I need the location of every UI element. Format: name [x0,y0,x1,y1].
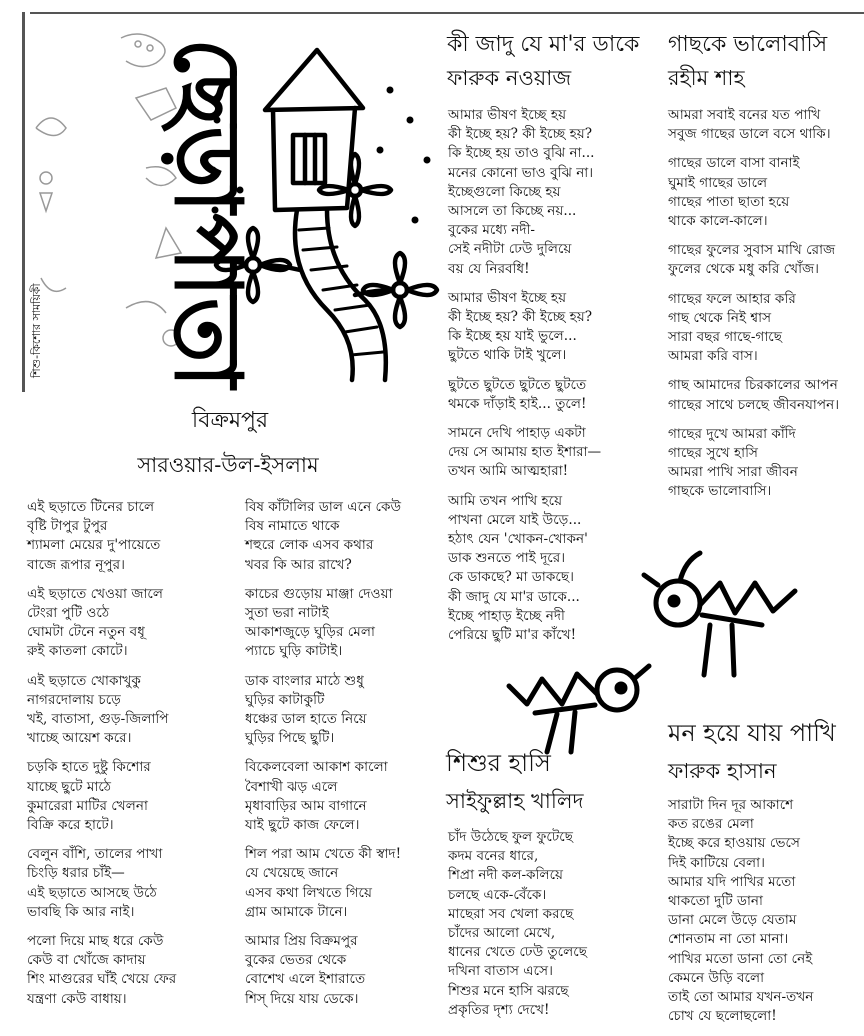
poem-author-mon-hoye: ফারুক হাসান [668,759,777,783]
poem-line: চিংড়ি ধরার চাঁই— [27,865,125,882]
stanza [27,758,232,835]
poem-column-bikrampur-2 [245,498,435,1019]
poem-line: আসলে তা কিচ্ছে নয়... [448,203,577,220]
stanza [245,845,435,922]
poem-line: তখন আমি আত্মহারা! [448,463,569,480]
poem-line: এই ছড়াতে আসছে উঠে [27,884,157,901]
poem-line: থাকতো দুটি ডানা [668,893,763,910]
stanza [27,498,232,575]
poem-title-shishur-hasi: শিশুর হাসি [446,749,551,777]
poem-line: আকাশজুড়ে ঘুড়ির মেলা [245,624,375,641]
poem-line: গাছ আমাদের চিরকালের আপন [668,377,838,394]
poem-line: প্রকৃতির দৃশ্য দেখে! [448,1001,550,1018]
poem-line: গাছের পাতা ছাতা হয়ে [668,193,790,210]
poem-line: ইচ্ছে পাহাড় ইচ্ছে নদী [448,607,565,624]
stanza [27,672,232,749]
poem-line: কী ইচ্ছে হয়? কী ইচ্ছে হয়? [448,126,593,143]
poem-column-bikrampur-1 [27,498,232,1019]
poem-line: মৃধাবাড়ির আম বাগানে [245,797,367,814]
masthead-logo: ছেড়াপাতা [154,38,261,409]
poem-line: কী জাদু যে মা'র ডাকে... [448,588,580,605]
poem-line: বাজে রূপার নূপুর। [27,556,125,573]
poem-line: আমরা পাখি সারা জীবন [668,464,798,481]
poem-line: কি ইচ্ছে হয় তাও বুঝি না... [448,145,595,162]
poem-line: গাছকে ভালোবাসি। [668,483,772,500]
poem-line: পলো দিয়ে মাছ ধরে কেউ [27,933,164,950]
stanza [245,672,435,749]
stanza [27,845,232,922]
poem-line: বৃষ্টি টাপুর টুপুর [27,518,108,535]
poem-line: শিং মাগুরের ঘাঁই খেয়ে ফের [27,971,177,988]
poem-line: বৈশাখী ঝড় এলে [245,778,338,795]
poem-line: কত রঙের মেলা [668,816,754,833]
poem-line: আমি তখন পাখি হয়ে [448,492,563,509]
poem-line: দেয় সে আমায় হাত ইশারা— [448,444,602,461]
poem-line: এই ছড়াতে টিনের চালে [27,499,155,515]
poem-line: খই, বাতাসা, গুড়-জিলাপি [27,711,169,728]
stanza [245,498,435,575]
poem-line: এসব কথা লিখতে গিয়ে [245,884,372,901]
poem-line: কী ইচ্ছে হয়? কী ইচ্ছে হয়? [448,309,593,326]
stanza [448,376,653,414]
poem-line: আমার ভীষণ ইচ্ছে হয় [448,289,567,306]
poem-line: শিপ্রা নদী কল-কলিয়ে [448,867,564,884]
poem-line: গাছ থেকে নিই শ্বাস [668,309,772,326]
poem-line: সারা বছর গাছে-গাছে [668,329,782,346]
poem-line: গাছের সুখে হাসি [668,445,758,462]
poem-line: আমার প্রিয় বিক্রমপুর [245,933,358,950]
poem-author-bikrampur: সারওয়ার-উল-ইসলাম [137,453,319,477]
poem-line: থমকে দাঁড়াই হাই... তুলে! [448,395,587,412]
poem-line: ছুটতে থাকি টাই খুলে। [448,347,567,364]
poem-line: চড়কি হাতে দুষ্টু কিশোর [27,759,151,776]
poem-line: টেংরা পুটি ওঠে [27,605,110,622]
poem-line: বুকের মধ্যে নদী- [448,222,535,239]
poem-line: বয় যে নিরবধি! [448,260,530,277]
poem-title-bikrampur: বিক্রমপুর [191,408,269,433]
stanza [448,106,653,279]
poem-line: চলছে একে-বেঁকে। [448,886,547,903]
poem-line: ইচ্ছে করে হাওয়ায় ভেসে [668,835,800,852]
poem-line: সেই নদীটা ঢেউ দুলিয়ে [448,241,572,258]
poem-body-shishur-hasi [448,828,648,1030]
poem-line: আমরা সবাই বনের যত পাখি [668,107,821,123]
poem-line: বিক্রি করে হাটে। [27,817,114,834]
poem-line: গ্রাম আমাকে টানে। [245,903,348,920]
stanza [448,424,653,482]
poem-line: পাখনা মেলে যাই উড়ে... [448,511,582,528]
poem-line: ধানের খেতে ঢেউ তুলেছে [448,944,587,961]
poem-line: সুতা ভরা নাটাই [245,605,329,622]
poem-line: ডানা মেলে উড়ে যেতাম [668,912,797,929]
poem-line: থাকে কালে-কালে। [668,213,768,230]
poem-line: গাছের সাথে চলছে জীবনযাপন। [668,396,840,413]
poem-line: যন্ত্রণা কেউ বাধায়। [27,990,127,1007]
poem-line: ভাবছি কি আর নাই। [27,903,135,920]
masthead [26,18,261,409]
poem-line: চাঁদের আলো মেখে, [448,925,556,942]
poem-line: গাছের ডালে বাসা বানাই [668,155,800,172]
poem-title-mon-hoye: মন হয়ে যায় পাখি [668,719,836,747]
poem-line: আমার ভীষণ ইচ্ছে হয় [448,107,567,123]
poem-author-ki-jadu: ফারুক নওয়াজ [447,66,572,90]
stanza [245,932,435,1009]
stanza [448,492,653,646]
flower-left [216,228,300,302]
poem-line: শিস্ দিয়ে যায় ডেকে। [245,990,359,1007]
stanza [27,585,232,662]
frame-top-rule [30,12,864,14]
masthead-tagline: শিশু-কিশোর সাময়িকী [30,283,43,378]
stanza [668,106,860,144]
poem-line: শিল পরা আম খেতে কী স্বাদ! [245,846,402,863]
poem-line: হঠাৎ যেন 'খোকন-খোকন' [448,531,588,548]
stanza [245,758,435,835]
stanza [668,290,860,367]
poem-line: বিষ কাঁটালির ডাল এনে কেউ [245,499,402,515]
poem-line: বেলুন বাঁশি, তালের পাখা [27,846,163,863]
poem-line: শ্যামলা মেয়ের দু'পায়েতে [27,537,161,554]
bird-illustration-right [640,545,805,685]
poem-line: কে ডাকছে? মা ডাকছে। [448,569,574,586]
poem-line: ছুটতে ছুটতে ছুটতে ছুটতে [448,376,587,393]
poem-line: আমরা করি বাস। [668,348,758,365]
poem-line: কি ইচ্ছে হয় যাই ভুলে... [448,328,577,345]
stanza [27,932,232,1009]
poem-line: দিই কাটিয়ে বেলা। [668,854,765,871]
poem-line: যাচ্ছে ছুটে মাঠে [27,778,112,795]
poem-line: সারাটা দিন দূর আকাশে [668,797,794,813]
poem-line: ঘুড়ির কাটাকুটি [245,691,325,708]
poem-line: ফুলের থেকে মধু করি খোঁজ। [668,261,820,278]
poem-line: বিষ নামাতে থাকে [245,518,340,535]
poem-title-gachke: গাছকে ভালোবাসি [668,32,828,57]
stanza [245,585,435,662]
poem-line: পাখির মতো ডানা তো নেই [668,950,813,967]
poem-line: শিশুর মনে হাসি ঝরছে [448,982,569,999]
stanza [668,376,860,414]
poem-line: শহুরে লোক এসব কথার [245,537,374,554]
frame-left-rule [22,12,25,392]
house-flower-illustration [205,40,440,385]
stanza [668,796,860,1026]
poem-line: বোশেখ এলে ইশারাতে [245,971,366,988]
poem-line: কেমনে উড়ি বলো [668,969,765,986]
poem-line: কাচের গুড়োয় মাঞ্জা দেওয়া [245,585,393,602]
bird-illustration-left [505,650,655,760]
stanza [668,241,860,279]
poem-line: শোনতাম না তো মানা। [668,931,789,948]
poem-line: যে খেয়েছে জানে [245,865,339,882]
poem-line: খাচ্ছে আয়েশ করে। [27,730,132,747]
poem-line: চাঁদ উঠেছে ফুল ফুটেছে [448,829,573,845]
poem-line: তাই তো আমার যখন-তখন [668,989,814,1006]
poem-line: দখিনা বাতাস এসে। [448,963,553,980]
poem-body-mon-hoye [668,796,860,1036]
poem-line: চোখ যে ছলোছলো! [668,1008,777,1025]
poem-line: এই ছড়াতে খেওয়া জালে [27,585,164,602]
poem-line: মাছেরা সব খেলা করছে [448,905,574,922]
poem-line: গাছের দুখে আমরা কাঁদি [668,425,796,442]
poem-line: কুমারেরা মাটির খেলনা [27,797,148,814]
poem-line: রুই কাতলা কোটে। [27,643,128,660]
poem-line: সামনে দেখি পাহাড় একটা [448,425,586,442]
poem-line: ঘুমাই গাছের ডালে [668,174,768,191]
stanza [668,425,860,502]
masthead-illustration [26,18,261,409]
flower-right [355,253,437,327]
poem-body-ki-jadu [448,106,653,655]
poem-line: সবুজ গাছের ডালে বসে থাকি। [668,126,831,143]
stanza [448,828,648,1020]
poem-line: গাছের ফলে আহার করি [668,290,796,307]
poem-line: খবর কি আর রাখে? [245,556,352,573]
poem-line: ডাক বাংলার মাঠে শুধু [245,672,364,689]
poem-line: কেউ বা খোঁজে কাদায় [27,952,146,969]
poem-line: আমার যদি পাখির মতো [668,873,796,890]
poem-line: বিকেলবেলা আকাশ কালো [245,759,388,776]
poem-line: নাগরদোলায় চড়ে [27,691,121,708]
poem-author-gachke: রহীম শাহ [668,66,745,90]
poem-line: ঘোমটা টেনে নতুন বধূ [27,624,145,641]
poem-title-ki-jadu: কী জাদু যে মা'র ডাকে [447,32,640,57]
poem-body-gachke [668,106,860,512]
poem-line: কদম বনের ধারে, [448,848,539,865]
poem-line: গাছের ফুলের সুবাস মাখি রোজ [668,242,836,259]
poem-line: পেরিয়ে ছুটি মা'র কাঁখে! [448,627,577,644]
poem-line: প্যাচে ঘুড়ি কাটাই। [245,643,343,660]
stanza [668,154,860,231]
poem-line: ধঞ্চের ডাল হাতে নিয়ে [245,711,367,728]
poem-line: যাই ছুটে কাজ ফেলে। [245,817,360,834]
poem-line: এই ছড়াতে খোকাখুকু [27,672,141,689]
poem-line: ঘুড়ির পিছে ছুটি। [245,730,335,747]
poem-line: বুকের ভেতর থেকে [245,952,347,969]
poem-author-shishur-hasi: সাইফুল্লাহ খালিদ [446,789,584,813]
flower-top [319,154,391,226]
poem-line: ইচ্ছেগুলো কিচ্ছে হয় [448,183,561,200]
poem-line: ডাক শুনতে পাই দূরে। [448,550,566,567]
stanza [448,289,653,366]
poem-line: মনের কোনো ভাও বুঝি না। [448,164,594,181]
